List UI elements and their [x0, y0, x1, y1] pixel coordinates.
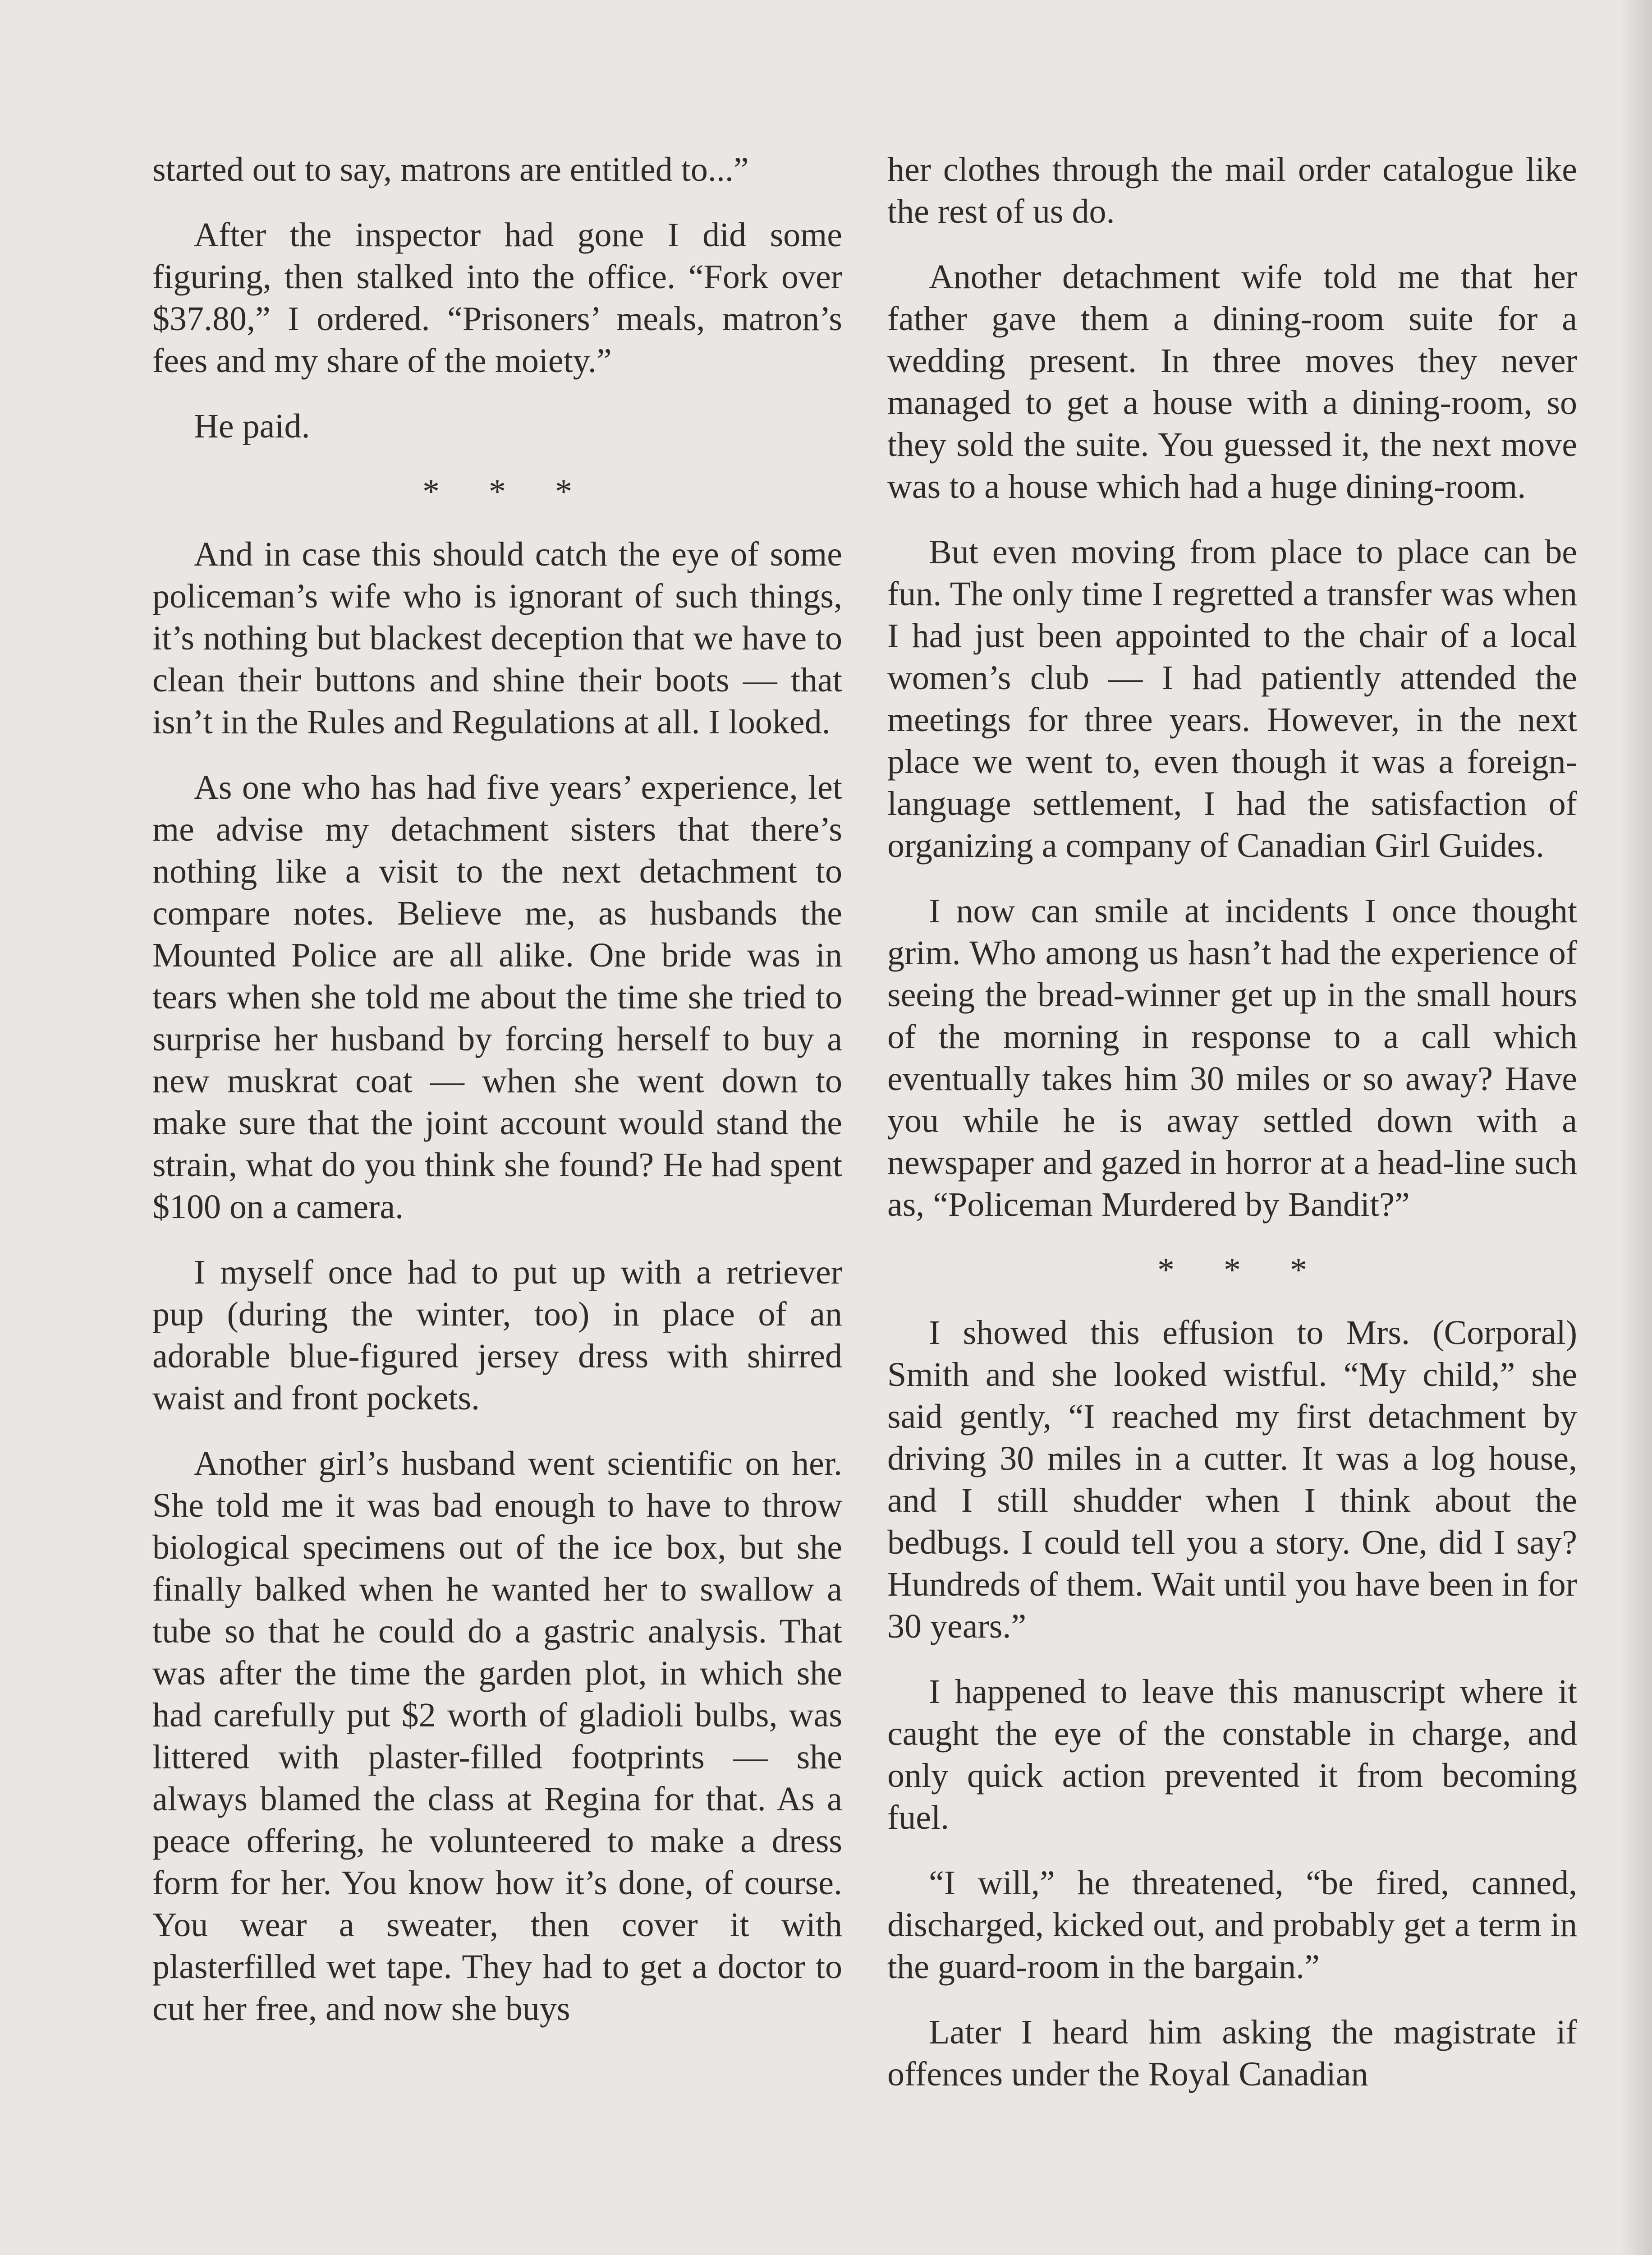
left-column: [152, 149, 842, 2053]
paragraph: “I will,” he threatened, “be fired, canned, discharged, kicked out, and probably get a term in the guard-room in the bargain.”: [887, 1864, 1577, 1986]
right-column: [887, 149, 1577, 2119]
paragraph: He paid.: [194, 407, 310, 445]
paragraph: started out to say, matrons are entitled to...”: [152, 151, 749, 189]
paragraph: I happened to leave this manuscript where it caught the eye of the constable in charge, and only quick action prevented it from becoming fuel.: [887, 1673, 1577, 1836]
paragraph: I now can smile at incidents I once thought grim. Who among us hasn’t had the experience of seeing the bread-winner get up in the small hours of the morning in response to a call which eventually takes him 30 miles or so away? Have you while he is away settled down with a newspaper and gazed in horror at a head-line such as, “Policeman Murdered by Bandit?”: [887, 892, 1577, 1224]
paragraph: Another girl’s husband went scientific on her. She told me it was bad enough to have to throw biological specimens out of the ice box, but she finally balked when he wanted her to swallow a tube so that he could do a gastric analysis. That was after the time the garden plot, in which she had carefully put $2 worth of gladioli bulbs, was littered with plaster-filled footprints — she always blamed the class at Regina for that. As a peace offering, he volunteered to make a dress form for her. You know how it’s done, of course. You wear a sweater, then cover it with plasterfilled wet tape. They had to get a doctor to cut her free, and now she buys: [152, 1445, 842, 2028]
paragraph: Another detachment wife told me that her father gave them a dining-room suite for a wedding present. In three moves they never managed to get a house with a dining-room, so they sold the suite. You guessed it, the next move was to a house which had a huge dining-room.: [887, 258, 1577, 506]
paragraph: After the inspector had gone I did some figuring, then stalked into the office. “Fork over $37.80,” I ordered. “Prisoners’ meals, matron’s fees and my share of the moiety.”: [152, 216, 842, 380]
paragraph: her clothes through the mail order catalogue like the rest of us do.: [887, 151, 1577, 230]
paragraph: And in case this should catch the eye of some policeman’s wife who is ignorant of such things, it’s nothing but blackest deception that we have to clean their buttons and shine their boots — that isn’t in the Rules and Regulations at all. I looked.: [152, 535, 842, 741]
page-edge-shadow: [1620, 0, 1652, 2255]
paragraph: Later I heard him asking the magistrate if offences under the Royal Canadian: [887, 2013, 1577, 2093]
paragraph: But even moving from place to place can be fun. The only time I regretted a transfer was when I had just been appointed to the chair of a local women’s club — I had patiently attended the meetings for three years. However, in the next place we went to, even though it was a foreign-language settlement, I had the satisfaction of organizing a company of Canadian Girl Guides.: [887, 533, 1577, 865]
section-separator: * * *: [1157, 1251, 1307, 1289]
paragraph: I myself once had to put up with a retriever pup (during the winter, too) in place of an adorable blue-figured jersey dress with shirred waist and front pockets.: [152, 1253, 842, 1417]
section-separator: * * *: [422, 473, 572, 511]
paragraph: As one who has had five years’ experience, let me advise my detachment sisters that there’s nothing like a visit to the next detachment to compare notes. Believe me, as husbands the Mounted Police are all alike. One bride was in tears when she told me about the time she tried to surprise her husband by forcing herself to buy a new muskrat coat — when she went down to make sure that the joint account would stand the strain, what do you think she found? He had spent $100 on a camera.: [152, 769, 842, 1226]
paragraph: I showed this effusion to Mrs. (Corporal) Smith and she looked wistful. “My child,” she said gently, “I reached my first detachment by driving 30 miles in a cutter. It was a log house, and I still shudder when I think about the bedbugs. I could tell you a story. One, did I say? Hundreds of them. Wait until you have been in for 30 years.”: [887, 1314, 1577, 1645]
